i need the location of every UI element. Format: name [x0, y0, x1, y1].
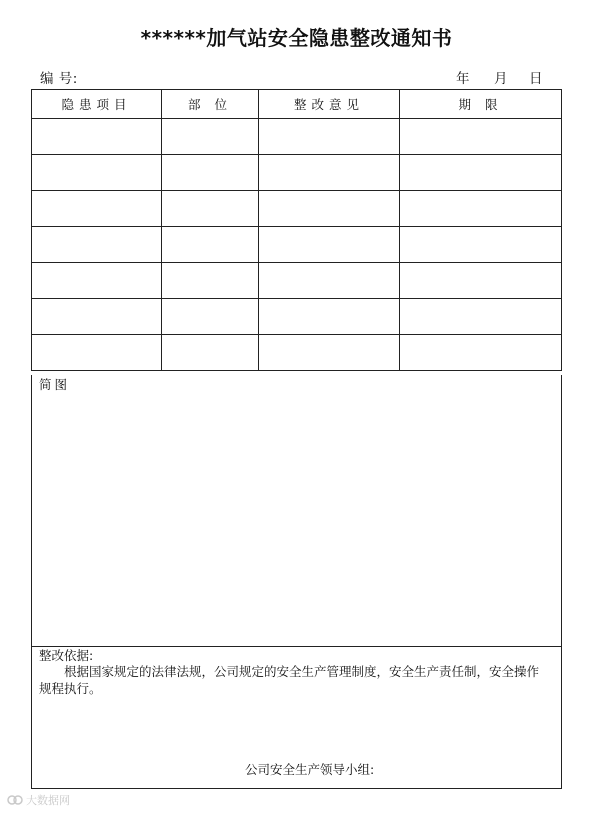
watermark — [7, 792, 70, 808]
table-cell[interactable] — [32, 263, 162, 299]
table-cell[interactable] — [32, 191, 162, 227]
table-cell[interactable] — [259, 299, 400, 335]
table-row — [32, 335, 562, 371]
table-cell[interactable] — [259, 155, 400, 191]
table-row — [32, 299, 562, 335]
basis-label: 整改依据: — [39, 648, 94, 663]
header-rectification-opinion: 整改意见 — [259, 90, 400, 119]
table-cell[interactable] — [32, 119, 162, 155]
watermark-logo-icon — [7, 794, 23, 806]
sketch-area[interactable] — [31, 375, 562, 647]
date-month-label: 月 — [494, 71, 508, 87]
document-title: ******加气站安全隐患整改通知书 — [140, 26, 453, 50]
table-row — [32, 227, 562, 263]
table-cell[interactable] — [162, 335, 259, 371]
watermark-text: 大数据网 — [26, 794, 70, 807]
date-year-label: 年 — [456, 71, 470, 87]
table-cell[interactable] — [400, 191, 562, 227]
header-deadline: 期 限 — [400, 90, 562, 119]
rectification-basis-area — [31, 646, 562, 789]
hazard-table — [31, 89, 562, 371]
signature-label: 公司安全生产领导小组: — [245, 762, 375, 777]
table-row — [32, 263, 562, 299]
table-cell[interactable] — [259, 335, 400, 371]
table-cell[interactable] — [162, 155, 259, 191]
table-cell[interactable] — [162, 227, 259, 263]
table-header-row — [32, 90, 562, 119]
sketch-label: 简图 — [39, 377, 71, 392]
table-row — [32, 119, 562, 155]
table-cell[interactable] — [162, 119, 259, 155]
table-cell[interactable] — [400, 155, 562, 191]
table-cell[interactable] — [259, 119, 400, 155]
table-cell[interactable] — [400, 263, 562, 299]
date-day-label: 日 — [529, 71, 543, 87]
header-hazard-item: 隐患项目 — [32, 90, 162, 119]
table-row — [32, 155, 562, 191]
header-location: 部 位 — [162, 90, 259, 119]
table-cell[interactable] — [32, 227, 162, 263]
table-cell[interactable] — [32, 335, 162, 371]
table-cell[interactable] — [400, 335, 562, 371]
table-cell[interactable] — [259, 191, 400, 227]
table-cell[interactable] — [32, 155, 162, 191]
table-cell[interactable] — [259, 227, 400, 263]
table-cell[interactable] — [162, 191, 259, 227]
table-cell[interactable] — [259, 263, 400, 299]
table-cell[interactable] — [400, 299, 562, 335]
table-cell[interactable] — [162, 263, 259, 299]
table-row — [32, 191, 562, 227]
basis-text: 根据国家规定的法律法规，公司规定的安全生产管理制度，安全生产责任制，安全操作规程执行。 — [39, 664, 540, 696]
table-cell[interactable] — [162, 299, 259, 335]
number-label: 编 号: — [40, 71, 78, 87]
table-cell[interactable] — [400, 227, 562, 263]
table-cell[interactable] — [400, 119, 562, 155]
table-cell[interactable] — [32, 299, 162, 335]
